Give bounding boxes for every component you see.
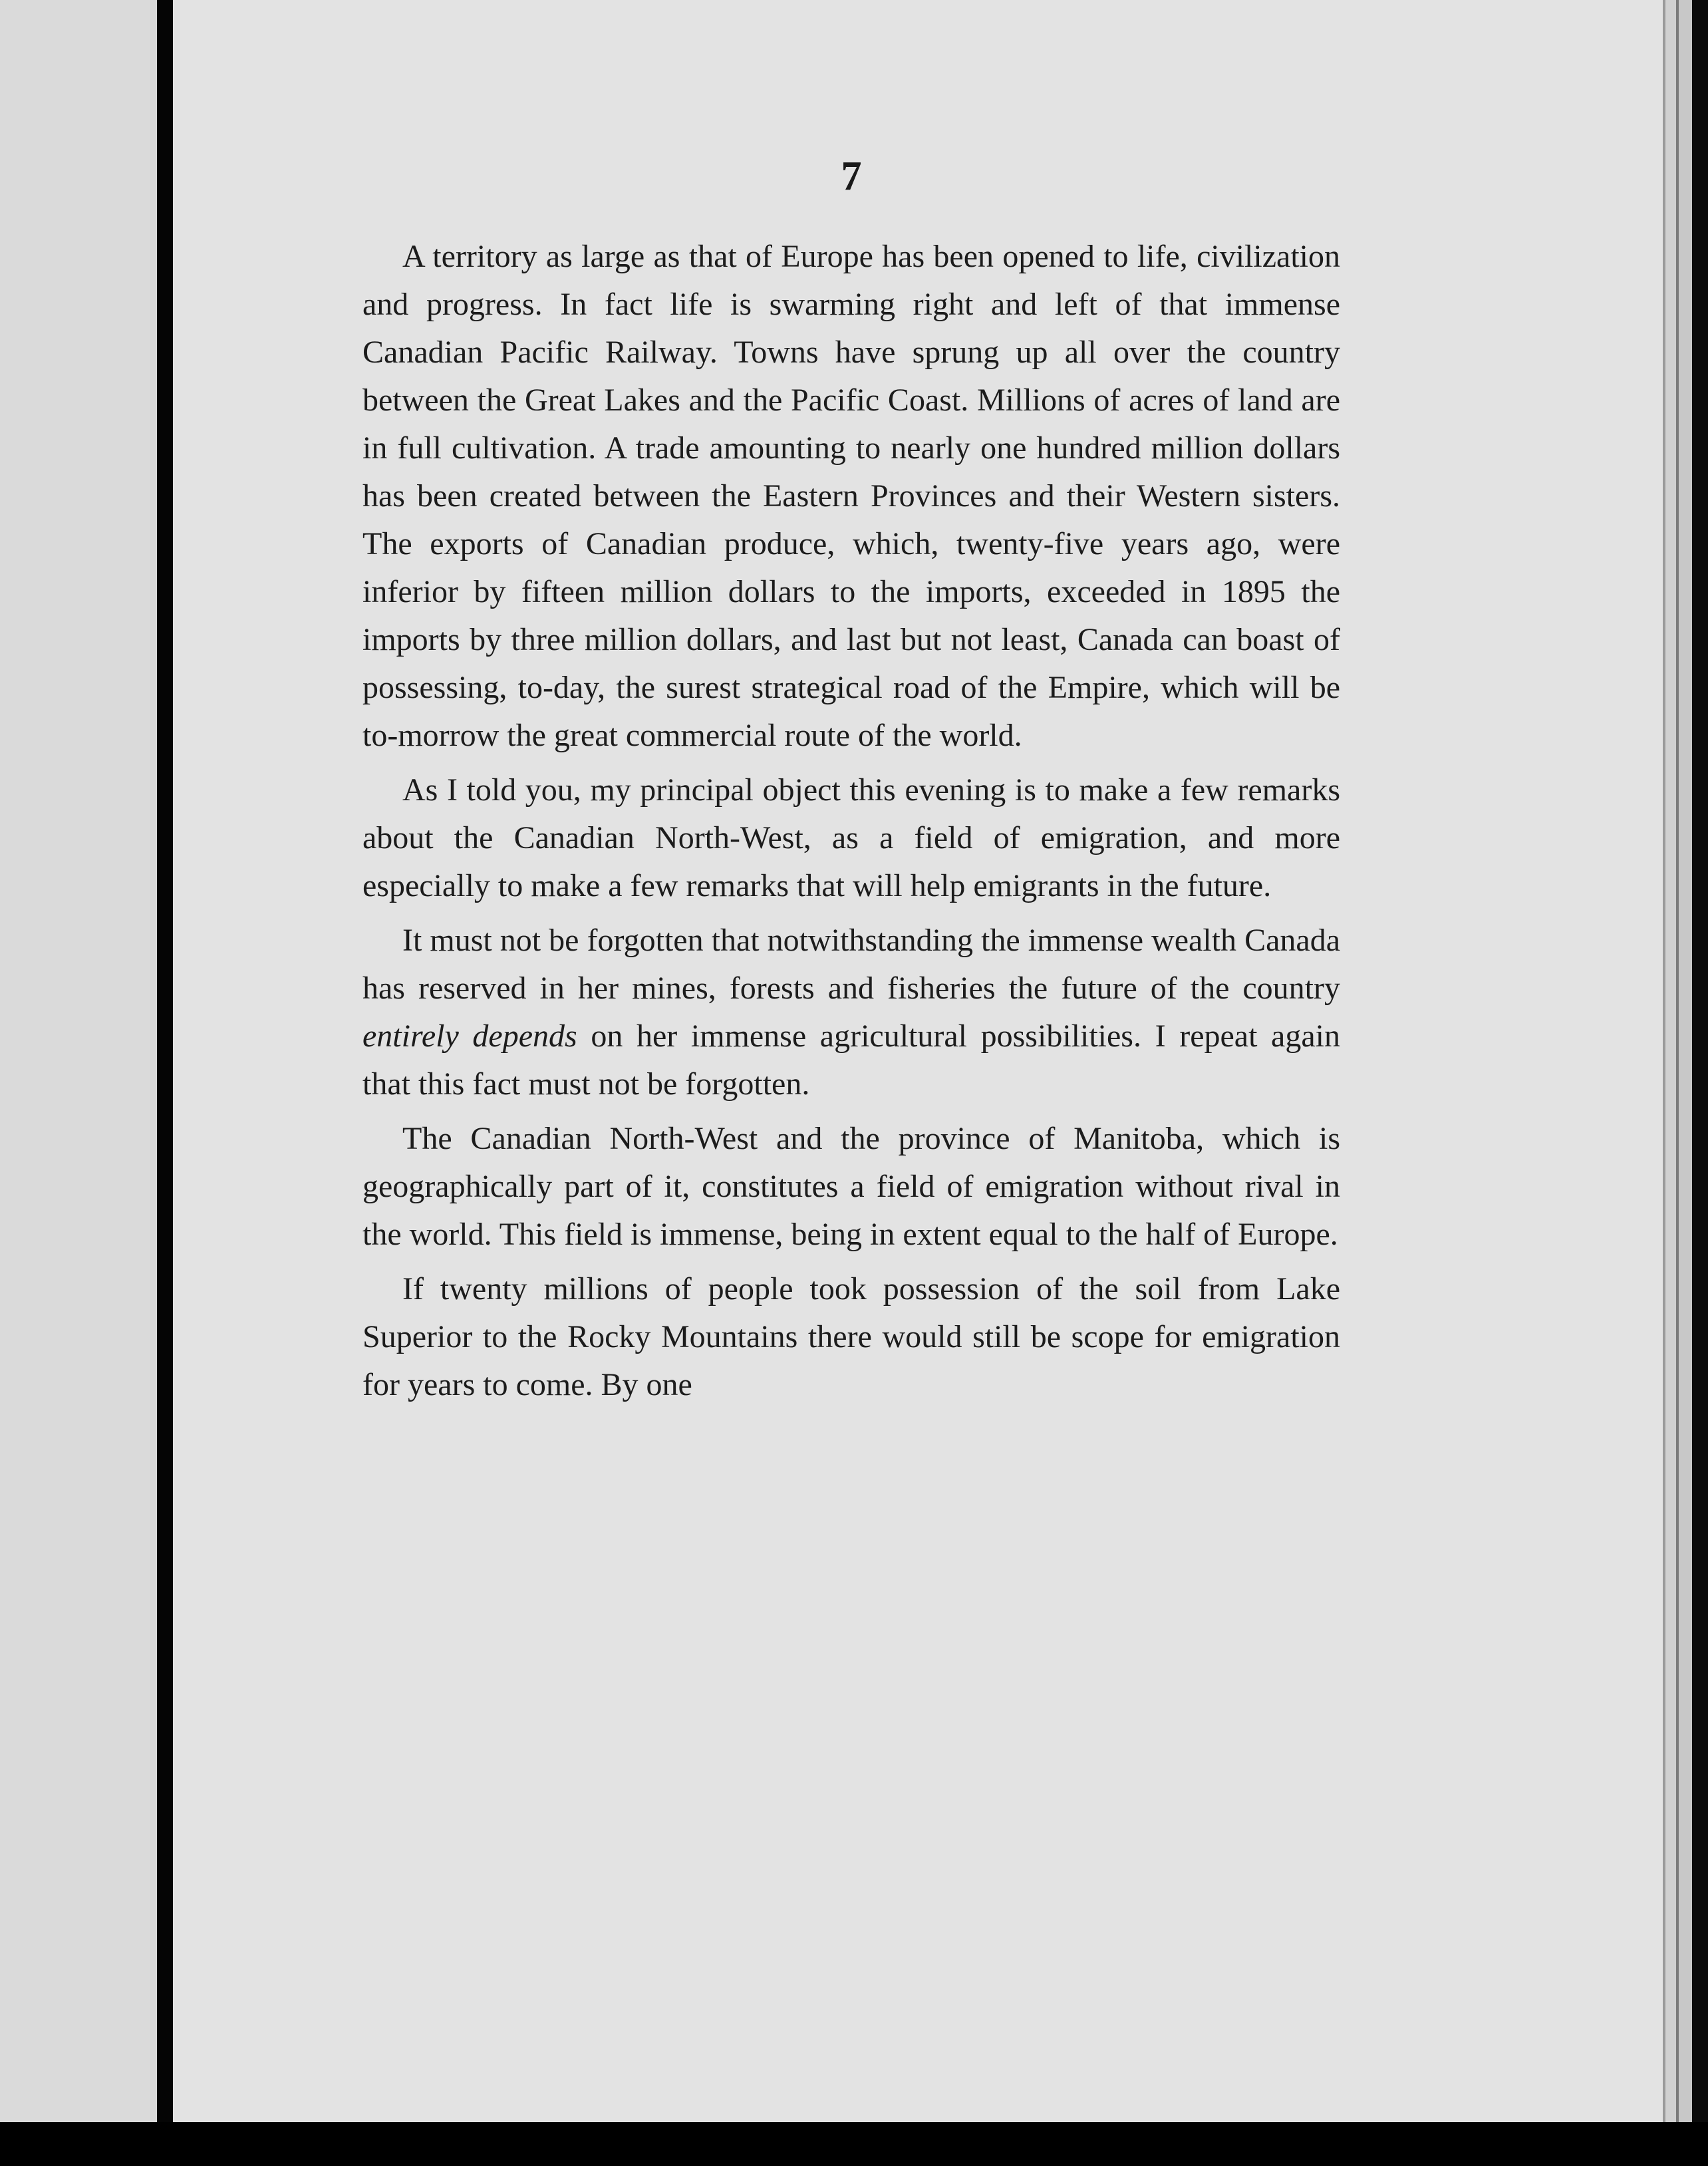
paragraph-3-emphasis: entirely depends (362, 1018, 577, 1054)
paragraph-3 (362, 917, 1340, 1108)
scan-bottom-border (0, 2122, 1708, 2166)
page-edge (1663, 0, 1679, 2122)
page-edge-stack (1679, 0, 1692, 2122)
left-facing-page-strip (0, 0, 157, 2122)
paragraph-1: A territory as large as that of Europe has been opened to life, civilization and progress. In fact life is swarming right and left of that immense Canadian Pacific Railway. Towns have sprung up all over the country between the Great Lakes and the Pacific Coast. Millions of acres of land are in full cultivation. A trade amounting to nearly one hundred million dollars has been created between the Eastern Provinces and their Western sisters. The exports of Canadian produce, which, twenty-five years ago, were inferior by fifteen million dollars to the imports, exceeded in 1895 the imports by three million dollars, and last but not least, Canada can boast of possessing, to-day, the surest strategical road of the Empire, which will be to-morrow the great commercial route of the world. (362, 239, 1340, 753)
binding-shadow (157, 0, 173, 2122)
paragraph-3-before: It must not be forgotten that notwithstanding the immense wealth Canada has reserved in her mines, forests and fisheries the future of the country (362, 923, 1340, 1006)
body-text (362, 233, 1340, 1416)
page-number: 7 (841, 154, 862, 199)
paragraph-3-after: on her immense agricultural possibilities. I repeat again that this fact must not be forgotten. (362, 1018, 1341, 1102)
paragraph-5: If twenty millions of people took possession of the soil from Lake Superior to the Rocky Mountains there would still be scope for emigration for years to come. By one (362, 1271, 1340, 1402)
paragraph-4: The Canadian North-West and the province of Manitoba, which is geographically part of it, constitutes a field of emigration without rival in the world. This field is immense, being in extent equal to the half of Europe. (362, 1121, 1340, 1252)
paragraph-2: As I told you, my principal object this evening is to make a few remarks about the Canadian North-West, as a field of emigration, and more especially to make a few remarks that will help emigrants in the future. (362, 772, 1340, 903)
